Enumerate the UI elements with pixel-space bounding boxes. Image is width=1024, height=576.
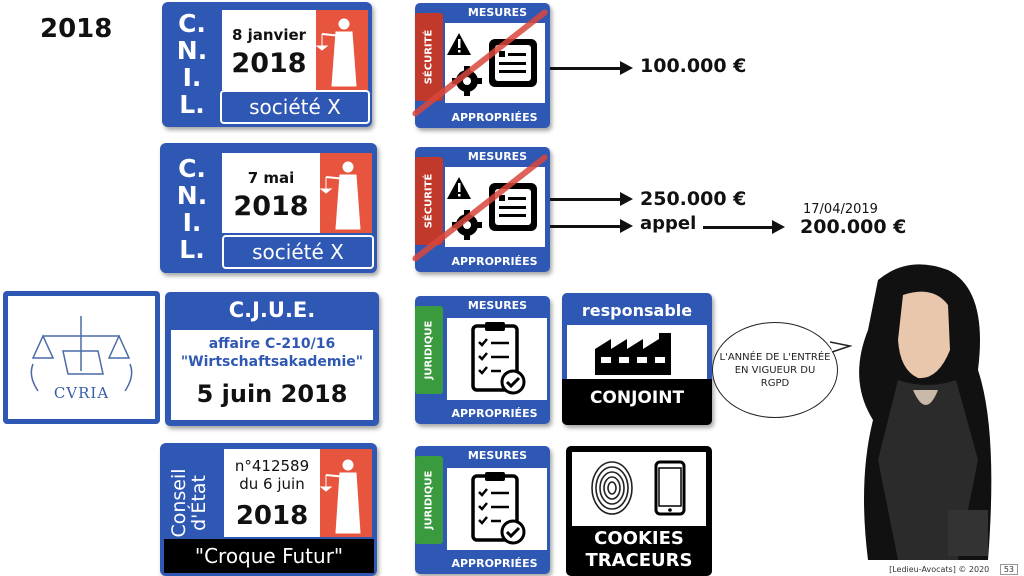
security-icons (445, 23, 545, 103)
party-label: "Croque Futur" (164, 539, 374, 573)
arrow (703, 226, 773, 229)
decision-year: 2018 (235, 501, 309, 531)
checklist-icon (447, 318, 547, 400)
case-box (171, 330, 373, 420)
fine-amount-1: 100.000 € (640, 55, 747, 77)
appropriees-label: APPROPRIÉES (451, 557, 538, 570)
arrow-head (772, 220, 785, 234)
measure-badge-juridique-1 (415, 296, 550, 424)
arrow (550, 67, 622, 70)
arrow-head (620, 219, 633, 233)
date-box (222, 10, 368, 90)
party-label: société X (222, 235, 374, 269)
measure-badge-juridique-2 (415, 446, 550, 574)
ref-box (224, 449, 372, 537)
fingerprint-phone-icons (572, 452, 706, 526)
date-box (222, 153, 372, 233)
justice-statue-image (320, 153, 372, 233)
cnil-card-2 (160, 143, 377, 273)
arrow-head (620, 61, 633, 75)
case-date: 5 juin 2018 (196, 380, 348, 408)
security-icons (445, 167, 545, 247)
traceurs-label: TRACEURS (585, 550, 693, 571)
footer-credit: [Ledieu-Avocats] © 2020 (889, 565, 990, 574)
character-illustration (838, 260, 1018, 560)
decision-date: du 6 juin (239, 475, 305, 493)
page-number: 53 (1000, 564, 1018, 575)
fine-amount-2: 250.000 € (640, 188, 747, 210)
conjoint-label: CONJOINT (562, 379, 712, 425)
case-name: "Wirtschaftsakademie" (180, 354, 364, 370)
decision-number: n°412589 (234, 457, 310, 475)
arrow-head (620, 192, 633, 206)
conseil-etat-card (160, 443, 377, 576)
party-label: société X (220, 90, 370, 124)
arrow (550, 198, 622, 201)
securite-tag: SÉCURITÉ (415, 157, 443, 245)
mesures-label: MESURES (467, 6, 528, 19)
appeal-date: 17/04/2019 (803, 202, 878, 217)
responsable-label: responsable (581, 301, 693, 320)
appropriees-label: APPROPRIÉES (451, 255, 538, 268)
juridique-tag: JURIDIQUE (415, 306, 443, 394)
cnil-acronym: C. N. I. L. (176, 9, 208, 119)
fingerprint-icon (592, 462, 632, 514)
appropriees-label: APPROPRIÉES (451, 111, 538, 124)
justice-statue-image (316, 10, 368, 90)
date-year: 2018 (231, 48, 307, 79)
cookies-label: COOKIES (594, 528, 684, 549)
cnil-acronym: C. N. I. L. (176, 154, 208, 264)
case-number: affaire C-210/16 (208, 336, 336, 352)
cnil-card-1 (162, 2, 372, 127)
cjue-title: C.J.U.E. (228, 298, 316, 322)
conseil-etat-label: Conseil d'État (168, 468, 210, 538)
cjue-card (165, 292, 379, 426)
date-day: 8 janvier (231, 26, 307, 44)
year-heading: 2018 (40, 14, 113, 44)
appeal-label: appel (640, 213, 697, 234)
securite-tag: SÉCURITÉ (415, 13, 443, 101)
cvria-logo-box (3, 291, 160, 424)
justice-statue-image (320, 449, 372, 537)
cvria-logo-text: CVRIA (53, 384, 110, 402)
mesures-label: MESURES (467, 449, 528, 462)
speech-bubble: L'ANNÉE DE L'ENTRÉE EN VIGUEUR DU RGPD (712, 322, 838, 418)
date-day: 7 mai (247, 169, 295, 187)
mesures-label: MESURES (467, 150, 528, 163)
footer (889, 565, 1018, 574)
factory-icon (567, 325, 707, 379)
appeal-amount: 200.000 € (800, 216, 907, 238)
arrow (550, 225, 622, 228)
mesures-label: MESURES (467, 299, 528, 312)
juridique-tag: JURIDIQUE (415, 456, 443, 544)
cookies-traceurs-badge (566, 446, 712, 576)
appropriees-label: APPROPRIÉES (451, 407, 538, 420)
checklist-icon (447, 468, 547, 550)
responsable-conjoint-badge (562, 293, 712, 425)
date-year: 2018 (233, 191, 309, 222)
